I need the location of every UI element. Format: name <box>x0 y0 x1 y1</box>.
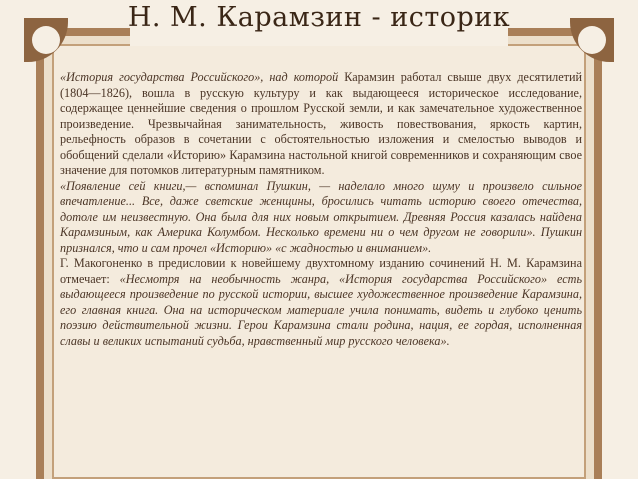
paragraph-3 <box>60 256 582 349</box>
slide-title: Н. М. Карамзин - историк <box>127 2 511 33</box>
paragraph-1-lead: «История государства Российского», над которой <box>60 70 339 84</box>
paragraph-1-text: Карамзин работал свыше двух десятилетий (1804—1826), вошла в русскую культуру и как выдающееся историческое исследование, содержащее ценнейшие сведения о прошлом Русской земли, и как замечательное художественное произведение. Чрезвычайная занимательность, живость повествования, яркость картин, рельефность образов в сочетании с обстоятельностью изложения и смелостью выводов и обобщений сделали «Историю» Карамзина настольной книгой современников и сохраняющим свое значение для потомков литературным памятником. <box>60 70 582 177</box>
paragraph-1 <box>60 70 582 179</box>
paragraph-3-quote: «Несмотря на необычность жанра, «История государства Российского» есть выдающееся произведение по русской истории, высшее художественное произведение Карамзина, его главная книга. Она на историческом материале учила понимать, видеть и глубоко ценить поэзию действительной жизни. Герои Карамзина стали родина, нация, ее гордая, исполненная славы и великих испытаний судьба, нравственный мир русского человека». <box>60 271 582 348</box>
paragraph-2 <box>60 179 582 257</box>
paragraph-2-quote: «Появление сей книги,— вспоминал Пушкин, — наделало много шуму и произвело сильное впечатление... Все, даже светские женщины, бросились читать историю своего отечества, дотоле им неизвестную. Она была для них новым открытием. Древняя Россия казалась найдена Карамзиным, как Америка Колумбом. Несколько времени ни о чем другом не говорили». Пушкин признался, что и сам прочел «Историю» «с жадностью и вниманием». <box>60 178 582 255</box>
paragraph-3-lead: Г. Макогоненко в предисловии к новейшему двухтомному изданию сочинений Н. М. Карамзина отмечает: <box>60 256 582 286</box>
body-text <box>60 70 582 349</box>
